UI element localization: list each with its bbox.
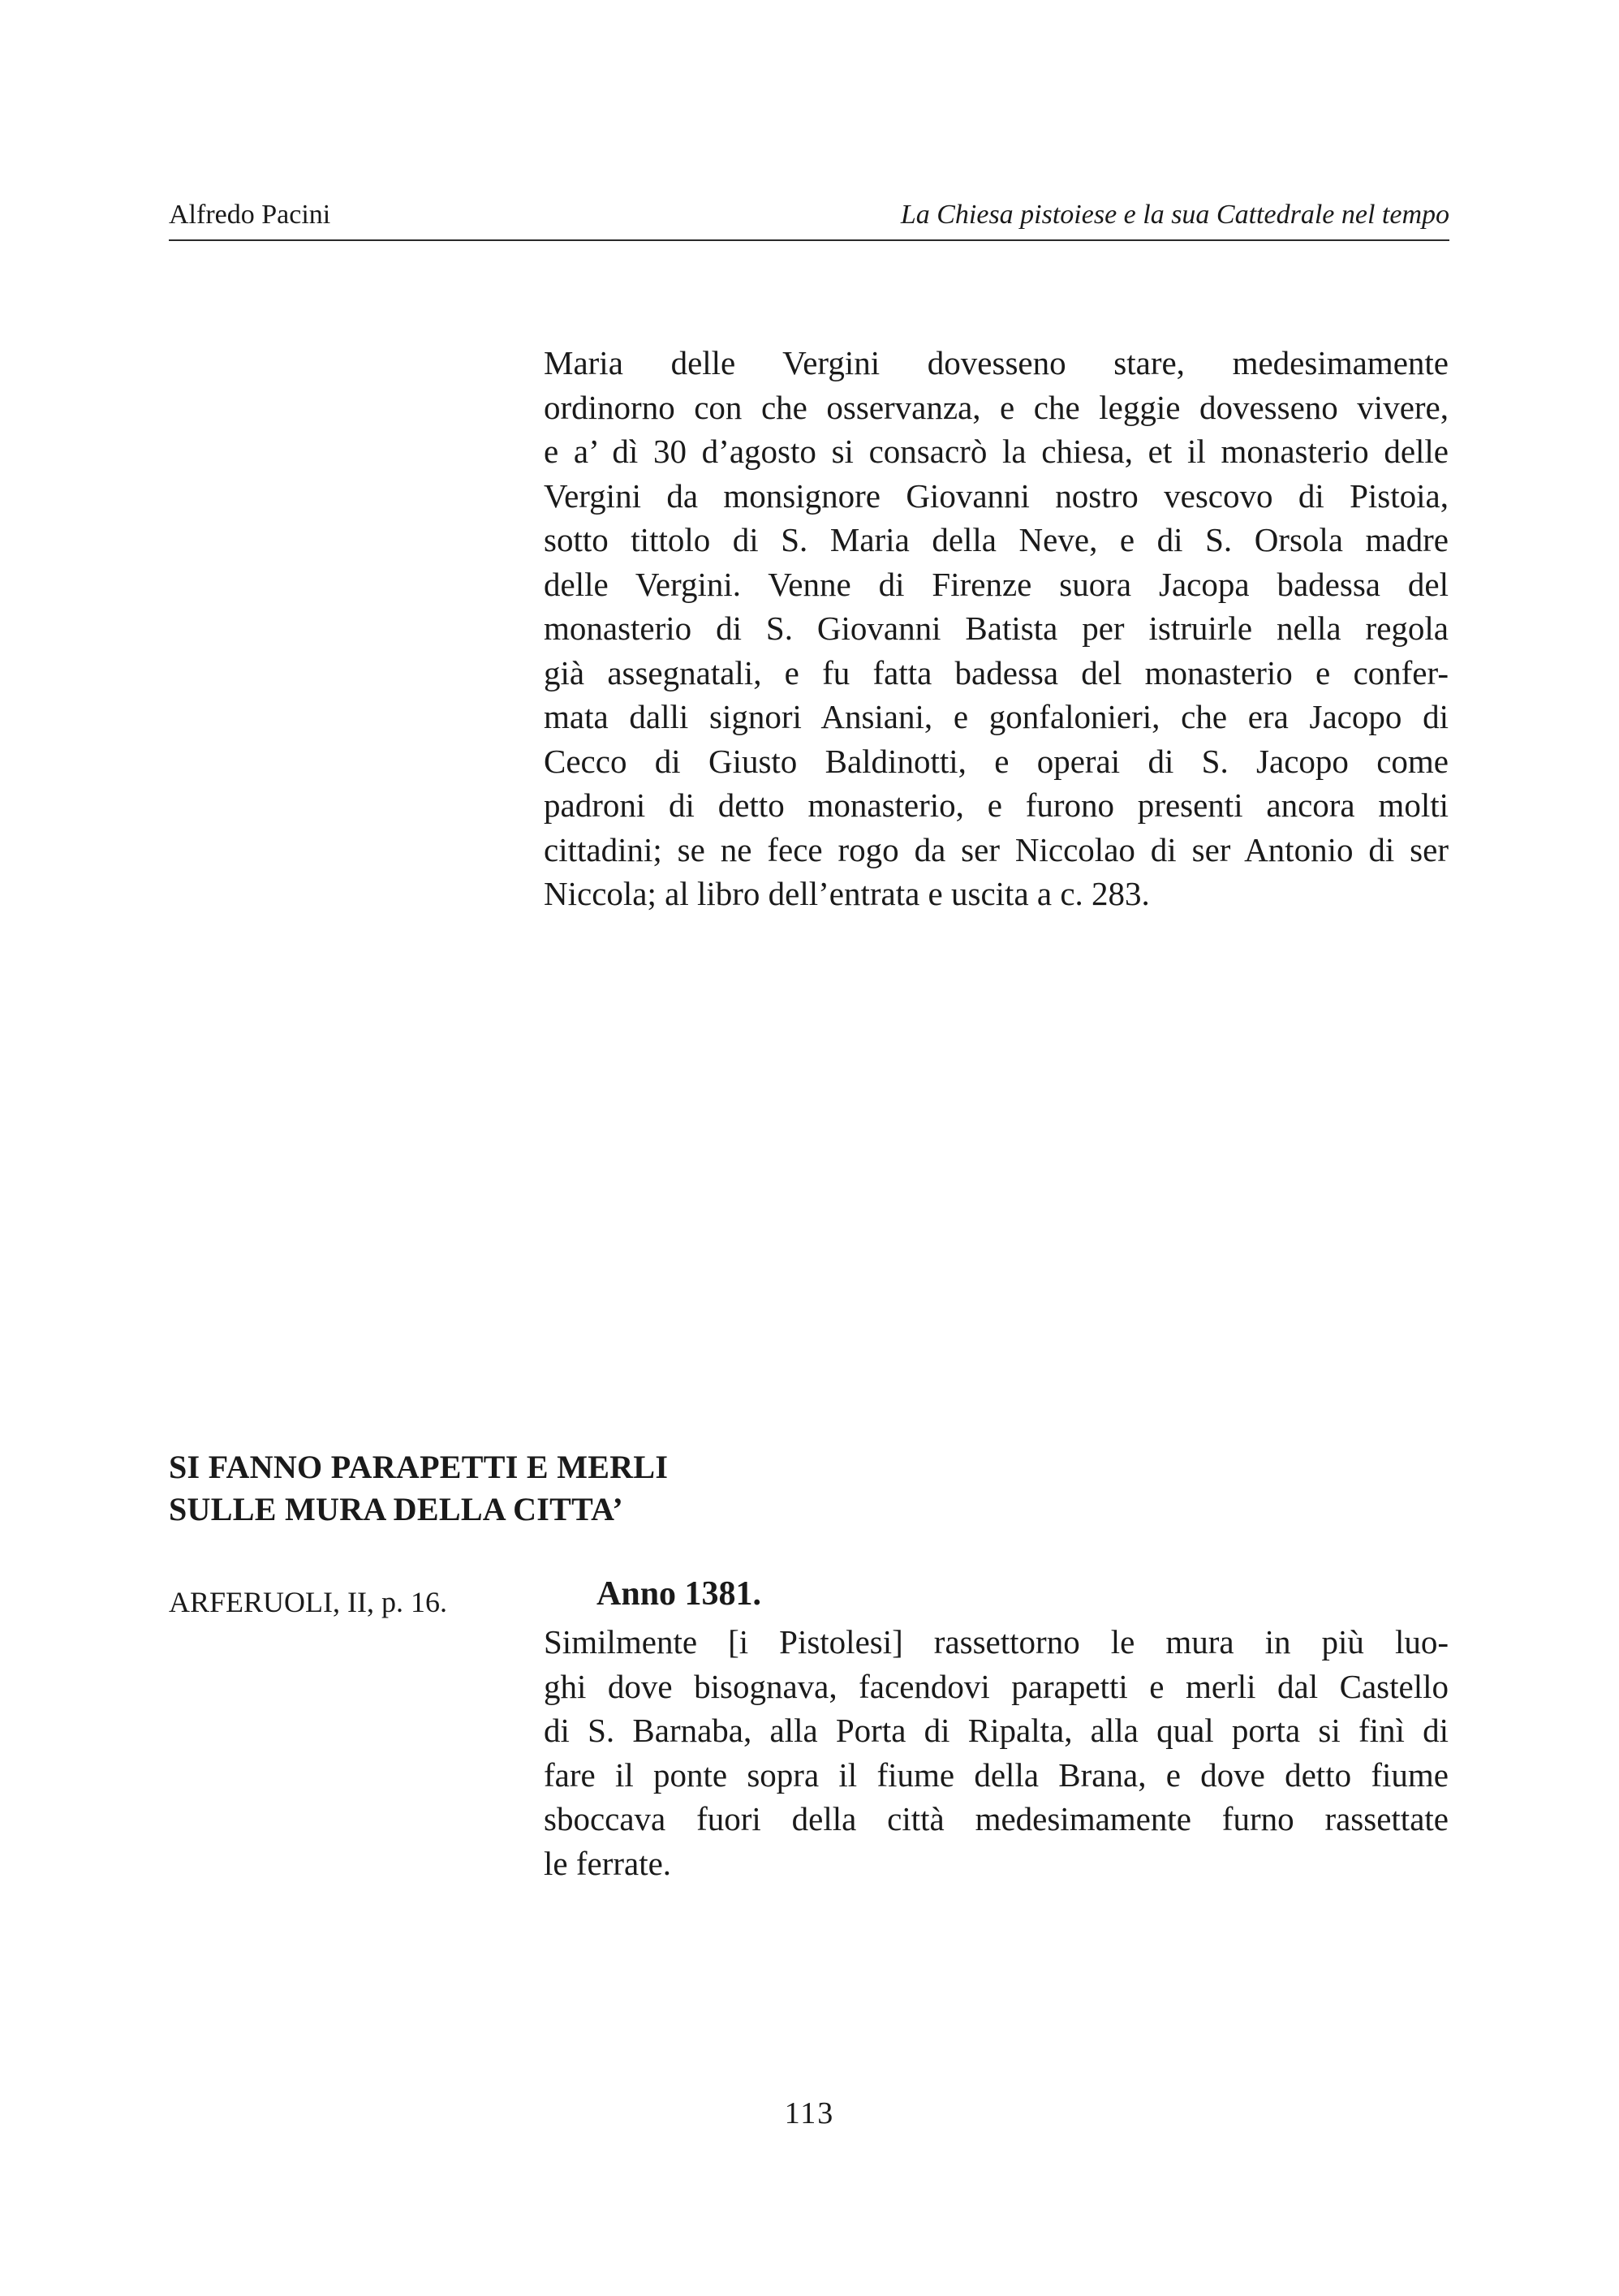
running-head-author: Alfredo Pacini xyxy=(169,200,331,230)
section-heading xyxy=(169,1446,668,1531)
text-line: ordinorno con che osservanza, e che leggie dovesseno vivere, xyxy=(544,388,1449,426)
section-heading-line: SI FANNO PARAPETTI E MERLI xyxy=(169,1449,669,1485)
text-line: monasterio di S. Giovanni Batista per istruirle nella regola xyxy=(544,610,1449,647)
source-reference: ARFERUOLI, II, p. 16. xyxy=(169,1586,447,1618)
year-heading: Anno 1381. xyxy=(596,1575,762,1613)
text-line: e a’ dì 30 d’agosto si consacrò la chiesa, et il monasterio delle xyxy=(544,433,1449,470)
text-line: delle Vergini. Venne di Firenze suora Jacopa badessa del xyxy=(544,565,1449,603)
text-line: sotto tittolo di S. Maria della Neve, e di S. Orsola madre xyxy=(544,521,1449,558)
text-line: ghi dove bisognava, facendovi parapetti e merli dal Castello xyxy=(544,1667,1449,1705)
text-line: padroni di detto monasterio, e furono presenti ancora molti xyxy=(544,786,1449,824)
text-line: mata dalli signori Ansiani, e gonfalonieri, che era Jacopo di xyxy=(544,698,1449,735)
paragraph-continuation xyxy=(544,341,1449,916)
running-head-title: La Chiesa pistoiese e la sua Cattedrale nel tempo xyxy=(900,200,1449,230)
text-line: Cecco di Giusto Baldinotti, e operai di S. Jacopo come xyxy=(544,742,1449,780)
text-line: sboccava fuori della città medesimamente furno rassettate xyxy=(544,1800,1449,1837)
header-rule xyxy=(169,239,1449,241)
text-line: cittadini; se ne fece rogo da ser Niccolao di ser Antonio di ser xyxy=(544,830,1449,868)
text-line: già assegnatali, e fu fatta badessa del monasterio e confer- xyxy=(544,653,1449,691)
section-paragraph xyxy=(544,1620,1449,1885)
text-line: di S. Barnaba, alla Porta di Ripalta, alla qual porta si finì di xyxy=(544,1712,1449,1749)
section-heading-line: SULLE MURA DELLA CITTA’ xyxy=(169,1491,623,1527)
text-line: Niccola; al libro dell’entrata e uscita a c. 283. xyxy=(544,875,1150,912)
running-head xyxy=(169,200,1449,240)
page-number: 113 xyxy=(784,2096,835,2130)
text-line: Similmente [i Pistolesi] rassettorno le mura in più luo- xyxy=(544,1623,1449,1661)
text-line: Maria delle Vergini dovesseno stare, medesimamente xyxy=(544,344,1449,381)
text-line: le ferrate. xyxy=(544,1844,672,1882)
text-line: fare il ponte sopra il fiume della Brana, e dove detto fiume xyxy=(544,1755,1449,1794)
text-line: Vergini da monsignore Giovanni nostro vescovo di Pistoia, xyxy=(544,476,1449,515)
